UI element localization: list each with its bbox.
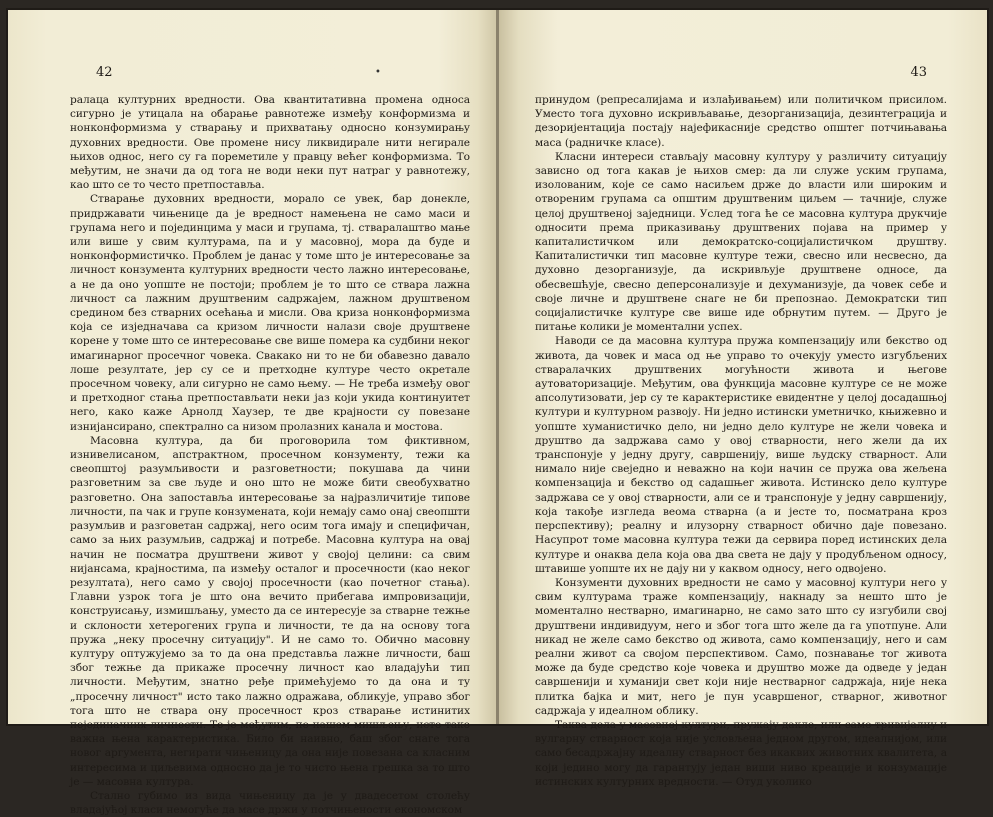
- page-number: 43: [910, 65, 927, 80]
- paragraph: Стварање духовних вредности, морало се увек, бар донекле, придржавати чињенице да је вредност намењена не само маси и групама него и појединцима у маси и групама, тј. стваралаштво мање или више у свим културама, па и у масовној, мора да буде и нонконформистичко. Проблем је данас у томе што је интересовање за личност конзумента културних вредности често лажно интересовање, а не да оно уопште не постоји; проблем је то што се ствара лажна личност са лажним друштвеним садржајем, лажном друштвеном средином без стварних осећања и мисли. Ова криза нонконформизма која се изједначава са кризом личности налази своје друштвене корене у томе што се интересовање све више помера ка судбини неког имагинарног просечног човека. Свакако ни то не би обавезно давало лоше резултате, јер су се и претходне културе често окретале просечном човеку, али сигурно не само њему. — Не треба између овог и претходног стања претпостављати неки јаз који укида континуитет него, како каже Арнолд Хаузер, те две крајности су повезане изнијансирано, спектрално са низом пролазних канала и мостова.: [70, 193, 470, 433]
- paragraph: Класни интереси стављају масовну културу у различиту ситуацију зависно од тога какав је њихов смер: да ли служе уским групама, изолованим, које се само насиљем држе до власти или широким и отвореним групама са општим друштвеним циљем — тачније, служе целој друштвеној заједници. Услед тога ће се масовна култура друкчије односити према приказивању друштвених појава на пример у капиталистичком или демократско-социјалистичком друштву. Капиталистички тип масовне културе тежи, свесно или несвесно, да духовно дезорганизује, да искривљује друштвене односе, да обесвешћује, свесно деперсонализује и дехуманизује, да човек себе и своје личне и друштвене снаге не би препознао. Демократски тип социјалистичке културе све више иде обрнутим путем. — Друго је питање колики је моментални успех.: [535, 150, 947, 334]
- paragraph: Конзументи духовних вредности не само у масовној култури него у свим културама траже компензацију, накнаду за нешто што је моментално нестварно, имагинарно, не само зато што су изгубили свој друштвени индивидуум, него и због тога што желе да га употпуне. Али никад не желе само бекство од живота, само компензацију, него и сам реални живот са својом перспективом. Само, познавање тог живота може да буде средство које човека и друштво може да одведе у један савршенији и хуманији свет који није нестварног садржаја, није нека плитка бајка и мит, него је пун усавршеног, стварног, животног садржаја у идеалном облику.: [535, 576, 947, 717]
- right-page: [499, 10, 987, 788]
- paragraph: Масовна култура, да би проговорила том фиктивном, изнивелисаном, апстрактном, просечном конзументу, тежи ка свеопштој разумљивости и разговетности; покушава да чини разговетним за све људе и оно што не може бити свеобухватно разговетно. Она запоставља интересовање за најразличитије типове личности, па чак и групе конзумената, који немају само онај свеопшти разумљив и разговетан садржај, него осим тога имају и специфичан, само за њих разумљив, садржај и потребе. Масовна култура на овај начин не посматра друштвени живот у својој целини: са свим нијансама, крајностима, па између осталог и просечности (као неког резултата), него само у својој просечности (као почетног стања). Главни узрок тога је што она вечито прибегава импровизацији, конструисању, измишљању, уместо да се интересује за стварне тежње и склоности хетерогених група и личности, те да на основу тога пружа „неку просечну ситуацију". И не само то. Обично масовну културу оптужујемо за то да она представља лажне личности, баш због тежње да прикаже просечну личност као владајући тип личности. Међутим, знатно ређе примећујемо то да она и ту „просечну личност" исто тако лажно одражава, обликује, управо због тога што не ствара ону просечност кроз стварање истинитих појединачних личности. То је међутим, по нашем мишљењу, исто тако важна њена карактеристика. Било би наивно, баш због снаге тога новог аргумента, негирати чињеницу да она није повезана са класним интересима и циљевима односно да је то чисто њена грешка за то што је — масовна култура.: [70, 434, 470, 788]
- print-speck: •: [375, 67, 381, 78]
- paragraph: Стално губимо из вида чињеницу да је у двадесетом столећу владајућој класи немогуће да масе држи у потчињености економском: [70, 789, 470, 817]
- paragraph: Наводи се да масовна култура пружа компензацију или бекство од живота, да човек и маса од ње управо то очекују уместо изгубљених стваралачких друштвених могућности живота и његове аутоваторизације. Међутим, ова функција масовне културе се не може апсолутизовати, јер су те карактеристике евидентне у целој досадашњој култури и културном развоју. Ни једно истински уметничко, књижевно и уопште хуманистичко дело, ни једно дело културе не жели човека и друштво да задржава само у овој стварности, него жели да их транспонује у једну другу, савршенију, више људску стварност. Али нимало није свеједно и неважно на који начин се пружа ова жељена компензација и бекство од садашњег живота. Истинско дело културе задржава се у овој стварности, али се и транспонује у једну савршенију, која такође изгледа веома стварна (а и јесте то, посматрана кроз перспективу); реалну и илузорну стварност обично даје повезано. Насупрот томе масовна култура тежи да сервира поред истинских дела културе и онаква дела која ова два света не дају у продубљеном односу, штавише уопште их не дају ни у каквом односу, него одвојено.: [535, 335, 947, 575]
- left-page-text: [70, 93, 470, 817]
- right-page-text: [535, 93, 947, 789]
- page-number: 42: [96, 65, 113, 80]
- paragraph: ралаца културних вредности. Ова квантитативна промена односа сигурно је утицала на обарање равнотеже између конформизма и нонконформизма у стварању и прихватању односно конзумирању духовних вредности. Ове промене нису ликвидирале нити негирале њихов однос, него су га пореметиле у правцу већег конформизма. То међутим, не значи да од тога не води неки пут натраг у равнотежу, као што се то често претпоставља.: [70, 94, 470, 192]
- book-spread: [6, 8, 989, 817]
- paragraph: принудом (репресалијама и излађивањем) или политичком присилом. Уместо тога духовно искривљавање, дезорганизација, дезинтеграција и дезоријентација постају најефикасније средство општег потчињавања маса (радничке класе).: [535, 94, 947, 149]
- paragraph: Таква дела у масовној култури, пружају дакле, или само тривијалну и вулгарну стварност која није условљена једном другом, идеалнијом, или само бесадржајну идеалну стварност без икаквих животних квалитета, а који једино могу да гарантују један виши ниво креације и конзумације истинских културних вредности. — Отуд уколико: [535, 718, 947, 788]
- left-page: [8, 10, 497, 817]
